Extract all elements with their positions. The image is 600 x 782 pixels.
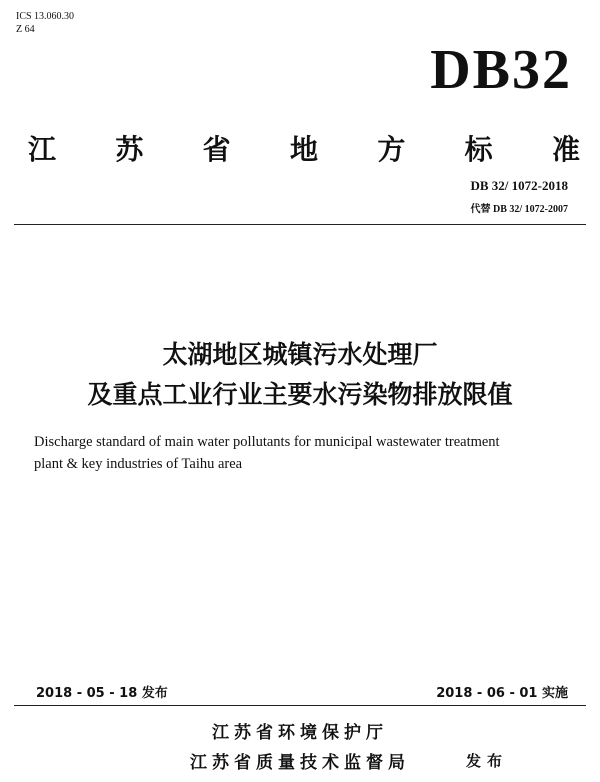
title-cn-line1: 太湖地区城镇污水处理厂 <box>162 340 438 369</box>
standard-type-char: 准 <box>551 133 580 166</box>
ics-code-block <box>16 10 74 36</box>
standard-number: DB 32/ 1072-2018 <box>470 178 568 193</box>
top-divider <box>14 224 586 225</box>
standard-type-heading <box>28 132 580 168</box>
title-en-line1: Discharge standard of main water pollutants for municipal wastewater treatment <box>34 434 500 450</box>
title-cn-line2: 及重点工业行业主要水污染物排放限值 <box>87 380 513 409</box>
standard-type-char: 省 <box>202 133 231 166</box>
title-en-line2: plant & key industries of Taihu area <box>34 456 243 472</box>
standard-code-logo: DB32 <box>430 39 572 101</box>
standard-type-char: 方 <box>377 133 406 166</box>
implement-date: 2018 - 06 - 01 实施 <box>436 686 568 701</box>
replaces-standard: 代替 DB 32/ 1072-2007 <box>470 204 568 215</box>
standard-type-char: 标 <box>464 133 493 166</box>
ics-code: ICS 13.060.30 <box>16 11 75 22</box>
standard-type-char: 地 <box>289 133 318 166</box>
standard-type-char: 苏 <box>115 133 144 166</box>
bottom-divider <box>14 705 586 706</box>
issue-word: 发布 <box>466 752 509 770</box>
category-code: Z 64 <box>16 24 35 35</box>
issuer-line1: 江苏省环境保护厅 <box>212 723 388 743</box>
standard-type-char: 江 <box>28 133 57 166</box>
publish-date: 2018 - 05 - 18 发布 <box>36 686 168 701</box>
issuer-line2: 江苏省质量技术监督局 <box>190 753 410 773</box>
